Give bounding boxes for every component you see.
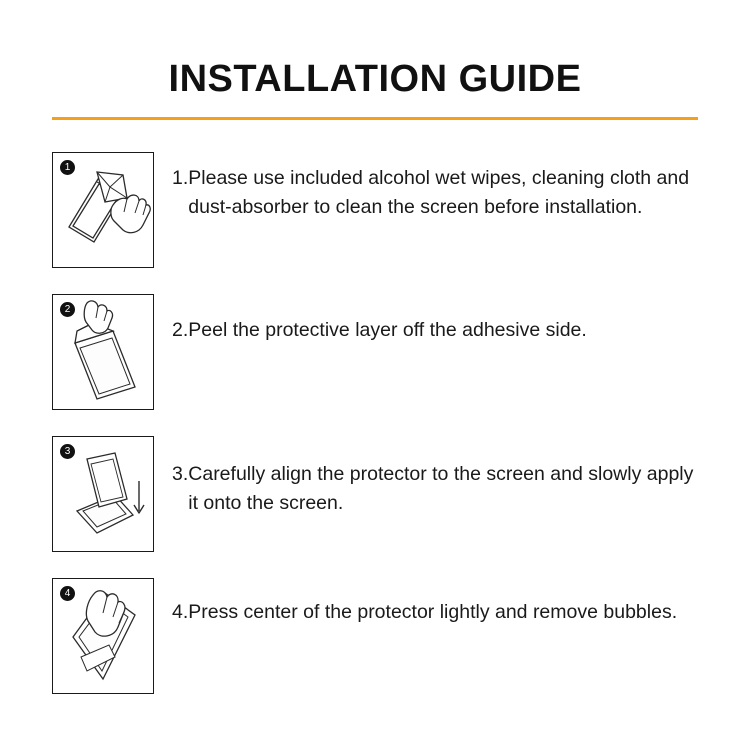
step-number-1: 1. — [172, 167, 189, 189]
page-title: INSTALLATION GUIDE — [168, 58, 582, 100]
step-item — [52, 152, 698, 268]
step-text-4 — [154, 578, 698, 627]
step-item — [52, 578, 698, 694]
step-illustration-4 — [52, 578, 154, 694]
step-number-4: 4. — [172, 601, 189, 623]
step-text-3 — [154, 436, 698, 518]
step-badge-4: 4 — [60, 586, 75, 601]
step-badge-2: 2 — [60, 302, 75, 317]
step-illustration-3 — [52, 436, 154, 552]
step-description-2: Peel the protective layer off the adhesive side. — [188, 319, 587, 341]
step-badge-3: 3 — [60, 444, 75, 459]
steps-list — [52, 150, 698, 720]
step-badge-1: 1 — [60, 160, 75, 175]
step-item — [52, 436, 698, 552]
step-number-3: 3. — [172, 463, 189, 485]
step-text-2 — [154, 294, 698, 345]
step-description-4: Press center of the protector lightly and remove bubbles. — [188, 601, 678, 623]
step-illustration-1 — [52, 152, 154, 268]
title-divider — [52, 117, 698, 120]
step-illustration-2 — [52, 294, 154, 410]
step-item — [52, 294, 698, 410]
step-description-3: Carefully align the protector to the screen and slowly apply it onto the screen. — [188, 463, 694, 514]
step-number-2: 2. — [172, 319, 189, 341]
step-description-1: Please use included alcohol wet wipes, cleaning cloth and dust-absorber to clean the screen before installation. — [188, 167, 690, 218]
step-text-1 — [154, 152, 698, 222]
